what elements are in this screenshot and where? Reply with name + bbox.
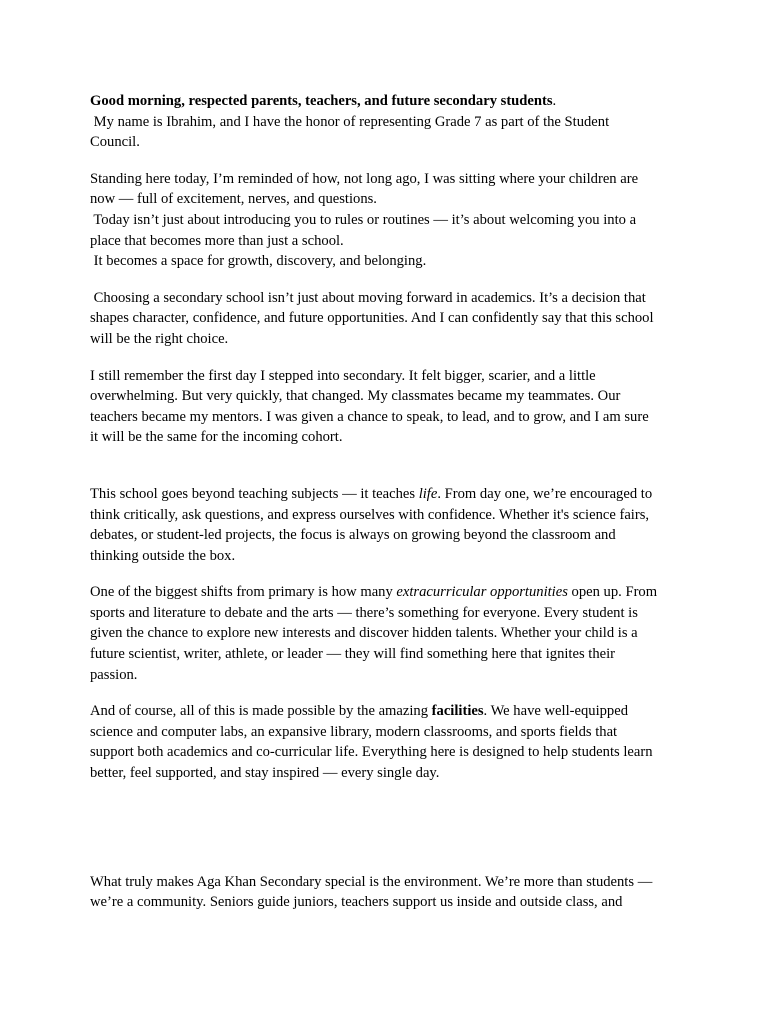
text-run: One of the biggest shifts from primary is how many: [90, 584, 397, 601]
text-run: And of course, all of this is made possible by the amazing: [90, 703, 432, 720]
text-line: I still remember the first day I stepped into secondary. It felt bigger, scarier, and a little: [90, 367, 596, 384]
text-line: passion.: [90, 666, 138, 683]
text-line: support both academics and co-curricular life. Everything here is designed to help students learn: [90, 744, 653, 761]
text-run: . From day one, we’re encouraged to: [437, 485, 653, 502]
text-line: What truly makes Aga Khan Secondary special is the environment. We’re more than students —: [90, 873, 653, 890]
paragraph-greeting: [90, 91, 690, 153]
text-line: teachers became my mentors. I was given a chance to speak, to lead, and to grow, and I am sure: [90, 408, 649, 425]
text-line: given the chance to explore new interests and discover hidden talents. Whether your child is a: [90, 625, 638, 642]
paragraph-choosing-school: [90, 288, 690, 350]
text-line: It becomes a space for growth, discovery, and belonging.: [90, 253, 427, 270]
text-line: we’re a community. Seniors guide juniors, teachers support us inside and outside class, and: [90, 894, 623, 911]
paragraph-beyond-subjects: [90, 484, 690, 566]
text-line: shapes character, confidence, and future opportunities. And I can confidently say that this school: [90, 310, 654, 327]
text-run: This school goes beyond teaching subjects — it teaches: [90, 485, 419, 502]
text-line: now — full of excitement, nerves, and questions.: [90, 191, 377, 208]
greeting-period: .: [552, 93, 557, 109]
text-line: My name is Ibrahim, and I have the honor of representing Grade 7 as part of the Student: [90, 113, 610, 130]
text-line: [90, 582, 690, 603]
greeting-bold-text: Good morning, respected parents, teachers, and future secondary students: [90, 93, 553, 109]
paragraph-extracurricular: [90, 582, 690, 685]
text-line: Choosing a secondary school isn’t just about moving forward in academics. It’s a decision that: [90, 289, 646, 306]
text-line: sports and literature to debate and the arts — there’s something for everyone. Every student is: [90, 604, 638, 621]
text-line: it will be the same for the incoming cohort.: [90, 429, 343, 446]
italic-emphasis: extracurricular opportunities: [396, 584, 568, 601]
paragraph-standing-here: [90, 169, 690, 272]
text-line: science and computer labs, an expansive library, modern classrooms, and sports fields that: [90, 723, 618, 740]
paragraph-first-day: [90, 366, 690, 448]
bold-emphasis: facilities: [431, 703, 484, 720]
text-line: overwhelming. But very quickly, that changed. My classmates became my teammates. Our: [90, 388, 621, 405]
text-run: open up. From: [567, 584, 658, 601]
text-line: Standing here today, I’m reminded of how, not long ago, I was sitting where your children are: [90, 170, 639, 187]
text-line: better, feel supported, and stay inspired — every single day.: [90, 765, 440, 782]
text-line: [90, 484, 690, 505]
paragraph-facilities: [90, 701, 690, 783]
text-line: Today isn’t just about introducing you to rules or routines — it’s about welcoming you into a: [90, 211, 637, 228]
document-page: [90, 91, 690, 929]
text-line: future scientist, writer, athlete, or leader — they will find something here that ignites their: [90, 646, 616, 663]
text-line: [90, 701, 690, 722]
text-run: . We have well-equipped: [483, 703, 628, 720]
text-line: will be the right choice.: [90, 330, 229, 347]
paragraph-environment: [90, 872, 690, 913]
text-line: debates, or student-led projects, the focus is always on growing beyond the classroom and: [90, 527, 616, 544]
greeting-line: [90, 91, 690, 112]
text-line: place that becomes more than just a school.: [90, 232, 344, 249]
italic-emphasis: life: [418, 485, 438, 502]
text-line: Council.: [90, 134, 140, 151]
text-line: think critically, ask questions, and express ourselves with confidence. Whether it's science fairs,: [90, 506, 650, 523]
text-line: thinking outside the box.: [90, 547, 236, 564]
